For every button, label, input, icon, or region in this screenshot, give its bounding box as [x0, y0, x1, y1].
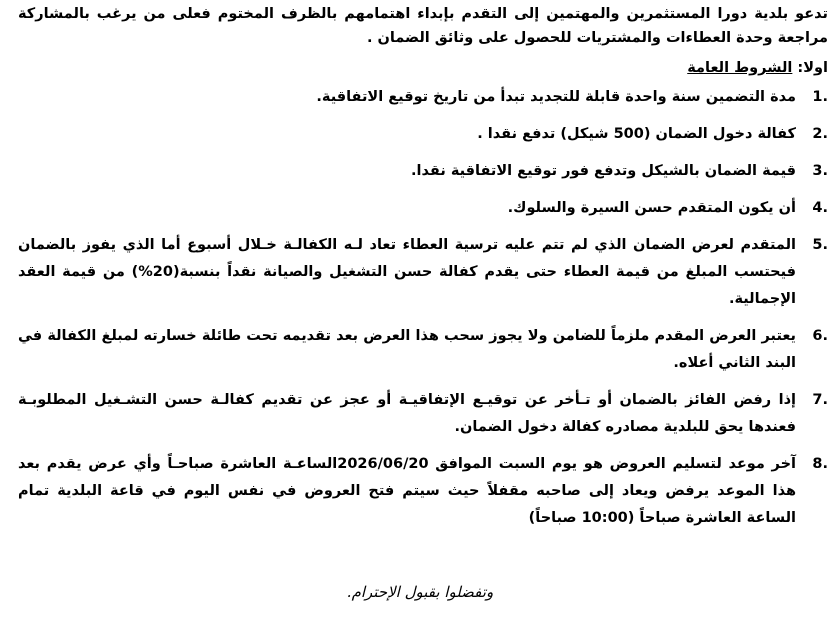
clause-text: كفالة دخول الضمان (500 شيكل) تدفع نقدا . — [477, 126, 796, 142]
section-heading — [687, 57, 828, 79]
clause-text: مدة التضمين سنة واحدة قابلة للتجديد تبدأ من تاريخ توقيع الاتفاقية. — [316, 89, 796, 105]
clause-number: 7. — [812, 392, 828, 408]
clause-3 — [18, 158, 828, 185]
clause-text: إذا رفض الفائز بالضمان أو تـأخر عن توقيـع الإتفاقيـة أو عجز عن تقديم كفالـة حسن التشـغيل المطلوبـة فعندها يحق للبلدية مصادره كفالة دخول الضمان. — [18, 392, 796, 435]
clause-number: 8. — [812, 456, 828, 472]
clause-text: أن يكون المتقدم حسن السيرة والسلوك. — [507, 200, 796, 216]
clause-text: يعتبر العرض المقدم ملزماً للضامن ولا يجوز سحب هذا العرض بعد تقديمه تحت طائلة خسارته لمبلغ الكفالة في البند الثاني أعلاه. — [18, 328, 796, 371]
clause-number: 4. — [812, 200, 828, 216]
closing-salutation: وتفضلوا بقبول الإحترام. — [346, 583, 494, 601]
clause-2 — [18, 121, 828, 148]
clause-5 — [18, 232, 828, 313]
clause-7 — [18, 387, 828, 441]
clause-number: 1. — [812, 89, 828, 105]
clause-4 — [18, 195, 828, 222]
clause-text: قيمة الضمان بالشيكل وتدفع فور توقيع الاتفاقية نقدا. — [411, 163, 796, 179]
clause-number: 5. — [812, 237, 828, 253]
clause-number: 3. — [812, 163, 828, 179]
clause-number: 2. — [812, 126, 828, 142]
clause-text: المتقدم لعرض الضمان الذي لم تتم عليه ترسية العطاء تعاد لـه الكفالـة خـلال أسبوع أما الذي يفوز بالضمان فيحتسب المبلغ من قيمة العطاء حتى يقدم كفالة حسن التشغيل والصيانة نقداً بنسبة(20%) من قيمة العقد الإجمالية. — [18, 237, 796, 307]
intro-paragraph: تدعو بلدية دورا المستثمرين والمهتمين إلى التقدم بإبداء اهتمامهم بالظرف المختوم فعلى من يرغب بالمشاركة مراجعة وحدة العطاءات والمشتريات للحصول على وثائق الضمان . — [18, 6, 828, 46]
clause-8 — [18, 451, 828, 532]
clause-1 — [18, 84, 828, 111]
clause-6 — [18, 323, 828, 377]
clause-text: آخر موعد لتسليم العروض هو يوم السبت الموافق 2026/06/20الساعـة العاشرة صباحـاً وأي عرض يقدم بعد هذا الموعد يرفض ويعاد إلى صاحبه مقفلاً حيث سيتم فتح العروض في نفس اليوم في قاعة البلدية تمام الساعة العاشرة صباحاً (10:00 صباحاً) — [18, 456, 796, 526]
clause-number: 6. — [812, 328, 828, 344]
section-heading-title: الشروط العامة — [687, 60, 793, 76]
section-heading-prefix: اولا: — [792, 60, 828, 76]
clauses-list — [18, 84, 828, 542]
